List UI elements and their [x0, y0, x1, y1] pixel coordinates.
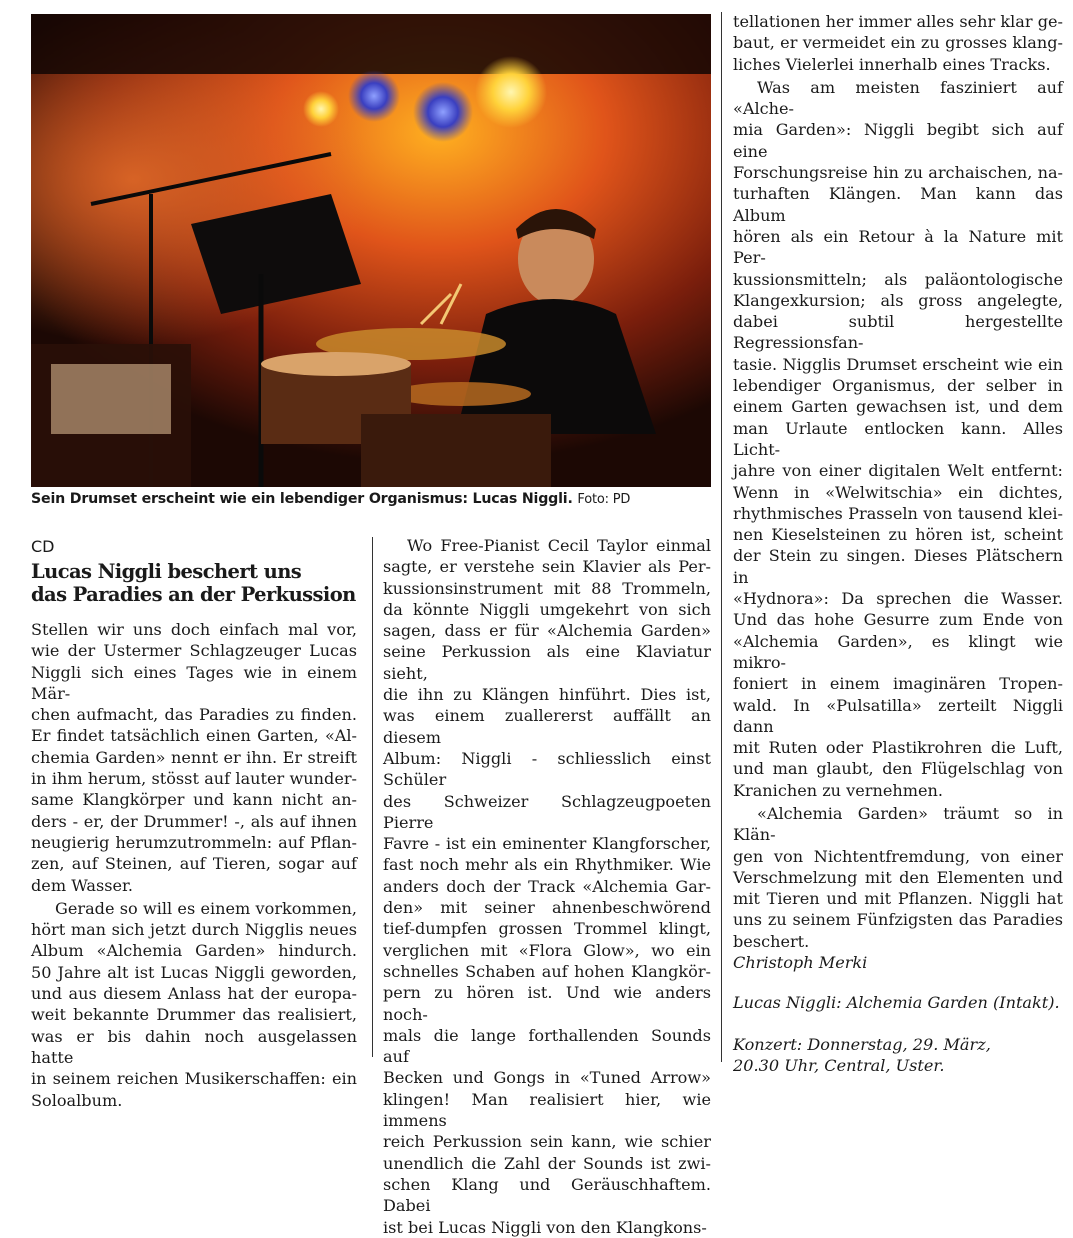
drummer-photo-icon	[31, 14, 711, 487]
text-line: und aus diesem Anlass hat der europa-	[31, 984, 357, 1004]
text-line: Verschmelzung mit den Elementen und	[733, 867, 1063, 887]
paragraph	[383, 535, 711, 1238]
text-line: neugierig herumzutrommeln: auf Pflan-	[31, 832, 357, 852]
text-line: seine Perkussion als eine Klaviatur sieht,	[383, 642, 711, 683]
text-line: des Schweizer Schlagzeugpoeten Pierre	[383, 791, 711, 832]
text-line: mals die lange forthallenden Sounds auf	[383, 1025, 711, 1067]
text-line: Und das hohe Gesurre zum Ende von	[733, 610, 1063, 630]
text-line: tellationen her immer alles sehr klar ge-	[733, 12, 1063, 31]
text-line: Er findet tatsächlich einen Garten, «Al-	[31, 726, 357, 746]
text-line: Album «Alchemia Garden» hindurch.	[31, 941, 357, 961]
text-line: rhythmisches Prasseln von tausend klei-	[733, 503, 1063, 523]
text-line: fast noch mehr als ein Rhythmiker. Wie	[383, 855, 711, 875]
text-line: der Stein zu singen. Dieses Plätschern in	[733, 546, 1063, 587]
concert-info	[733, 1034, 1063, 1077]
text-line: lebendiger Organismus, der selber in	[733, 376, 1063, 396]
text-line: nen Kieselsteinen zu hören ist, scheint	[733, 525, 1063, 545]
article-photo	[31, 14, 711, 487]
text-line: kussionsinstrument mit 88 Trommeln,	[383, 578, 711, 598]
photo-caption	[31, 491, 721, 507]
text-line: schnelles Schaben auf hohen Klangkör-	[383, 961, 711, 981]
paragraph	[733, 77, 1063, 801]
text-line: schen Klang und Geräuschhaftem. Dabei	[383, 1174, 711, 1216]
text-line: Niggli sich eines Tages wie in einem Mär-	[31, 662, 357, 703]
text-line: chen aufmacht, das Paradies zu finden.	[31, 705, 357, 725]
text-line: weit bekannte Drummer das realisiert,	[31, 1005, 357, 1025]
text-line: sagte, er verstehe sein Klavier als Per-	[383, 557, 711, 577]
article-headline	[31, 560, 371, 606]
text-line: Was am meisten fasziniert auf «Alche-	[733, 77, 1063, 119]
text-line: kussionsmitteln; als paläontologische	[733, 269, 1063, 289]
article-column-2	[383, 535, 711, 1238]
paragraph	[733, 11, 1063, 75]
text-line: sagen, dass er für «Alchemia Garden»	[383, 621, 711, 641]
text-line: turhaften Klängen. Man kann das Album	[733, 184, 1063, 225]
text-line: den» mit seiner ahnenbeschwörend	[383, 898, 711, 918]
text-line: chemia Garden» nennt er ihn. Er streift	[31, 747, 357, 767]
text-line: gen von Nichtentfremdung, von einer	[733, 846, 1063, 866]
text-line: pern zu hören ist. Und wie anders noch-	[383, 983, 711, 1024]
article-column-3	[733, 11, 1063, 1076]
caption-credit: Foto: PD	[577, 492, 631, 507]
text-line: man Urlaute entlocken kann. Alles Licht-	[733, 418, 1063, 459]
text-line: «Hydnora»: Da sprechen die Wasser.	[733, 589, 1063, 609]
article-author: Christoph Merki	[733, 953, 868, 973]
text-line: hören als ein Retour à la Nature mit Per-	[733, 226, 1063, 268]
text-line: mit Tieren und mit Pflanzen. Niggli hat	[733, 889, 1063, 909]
text-line: zen, auf Steinen, auf Tieren, sogar auf	[31, 854, 357, 874]
text-line: Stellen wir uns doch einfach mal vor,	[31, 620, 357, 639]
text-line: Becken und Gongs in «Tuned Arrow»	[383, 1068, 711, 1088]
text-line: und man glaubt, den Flügelschlag von	[733, 759, 1063, 779]
text-line: jahre von einer digitalen Welt entfernt:	[733, 461, 1063, 481]
paragraph	[31, 898, 357, 1111]
column-rule-right	[721, 12, 722, 1062]
text-line: Gerade so will es einem vorkommen,	[55, 898, 357, 918]
text-line: «Alchemia Garden» träumt so in Klän-	[733, 803, 1063, 845]
text-line: in seinem reichen Musikerschaffen: ein	[31, 1069, 357, 1089]
headline-line: das Paradies an der Perkussion	[31, 583, 356, 606]
column-rule-left	[372, 537, 373, 1057]
text-line: was einem zuallererst auffällt an diesem	[383, 706, 711, 747]
text-line: mia Garden»: Niggli begibt sich auf eine	[733, 120, 1063, 161]
text-line: reich Perkussion sein kann, wie schier	[383, 1132, 711, 1152]
text-line: same Klangkörper und kann nicht an-	[31, 790, 357, 810]
text-line: anders doch der Track «Alchemia Gar-	[383, 876, 711, 896]
album-info: Lucas Niggli: Alchemia Garden (Intakt).	[733, 993, 1060, 1013]
text-line: Forschungsreise hin zu archaischen, na-	[733, 163, 1063, 183]
text-line: Klangexkursion; als gross angelegte,	[733, 290, 1063, 310]
text-line: dem Wasser.	[31, 875, 134, 895]
concert-line: 20.30 Uhr, Central, Uster.	[733, 1055, 945, 1075]
text-line: ist bei Lucas Niggli von den Klangkons-	[383, 1217, 707, 1237]
text-line: hört man sich jetzt durch Nigglis neues	[31, 920, 357, 940]
headline-line: Lucas Niggli beschert uns	[31, 560, 302, 583]
text-line: Album: Niggli - schliesslich einst Schüler	[383, 748, 711, 790]
text-line: unendlich die Zahl der Sounds ist zwi-	[383, 1153, 711, 1173]
text-line: dabei subtil hergestellte Regressionsfan-	[733, 312, 1063, 353]
text-line: tasie. Nigglis Drumset erscheint wie ein	[733, 354, 1063, 374]
text-line: wie der Ustermer Schlagzeuger Lucas	[31, 641, 357, 661]
text-line: uns zu seinem Fünfzigsten das Paradies	[733, 910, 1063, 930]
text-line: Kranichen zu vernehmen.	[733, 780, 943, 800]
text-line: da könnte Niggli umgekehrt von sich	[383, 599, 711, 619]
text-line: wald. In «Pulsatilla» zerteilt Niggli dann	[733, 695, 1063, 736]
text-line: verglichen mit «Flora Glow», wo ein	[383, 940, 711, 960]
text-line: foniert in einem imaginären Tropen-	[733, 674, 1063, 694]
text-line: was er bis dahin noch ausgelassen hatte	[31, 1026, 357, 1067]
text-line: liches Vielerlei innerhalb eines Tracks.	[733, 54, 1051, 74]
text-line: baut, er vermeidet ein zu grosses klang-	[733, 33, 1063, 53]
text-line: in ihm herum, stösst auf lauter wunder-	[31, 769, 357, 789]
article-kicker: CD	[31, 537, 55, 556]
text-line: Wo Free-Pianist Cecil Taylor einmal	[407, 536, 711, 555]
paragraph	[733, 803, 1063, 952]
text-line: Favre - ist ein eminenter Klangforscher,	[383, 834, 711, 854]
text-line: tief-dumpfen grossen Trommel klingt,	[383, 919, 711, 939]
text-line: ders - er, der Drummer! -, als auf ihnen	[31, 811, 357, 831]
text-line: beschert.	[733, 931, 810, 951]
text-line: «Alchemia Garden», es klingt wie mikro-	[733, 631, 1063, 672]
text-line: einem Garten gewachsen ist, und dem	[733, 397, 1063, 417]
text-line: 50 Jahre alt ist Lucas Niggli geworden,	[31, 962, 357, 982]
text-line: Wenn in «Welwitschia» ein dichtes,	[733, 482, 1063, 502]
concert-line: Konzert: Donnerstag, 29. März,	[733, 1034, 991, 1054]
text-line: mit Ruten oder Plastikrohren die Luft,	[733, 738, 1063, 758]
article-column-1	[31, 619, 357, 1111]
text-line: die ihn zu Klängen hinführt. Dies ist,	[383, 685, 711, 705]
text-line: Soloalbum.	[31, 1090, 123, 1110]
text-line: klingen! Man realisiert hier, wie immens	[383, 1089, 711, 1131]
paragraph	[31, 619, 357, 896]
caption-text: Sein Drumset erscheint wie ein lebendiger Organismus: Lucas Niggli.	[31, 491, 573, 507]
